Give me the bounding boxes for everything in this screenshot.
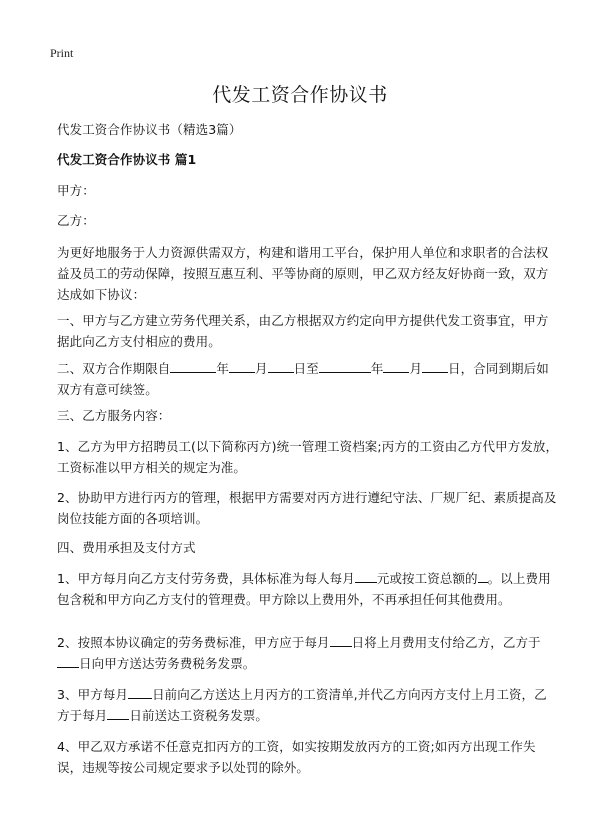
- clause-4-3-mid: 日前向乙方送达上月丙方的工资清单,并代乙方向丙方支付上月工资，乙方于每月: [57, 687, 547, 723]
- clause-3-item-1: 1、乙方为甲方招聘员工(以下简称丙方)统一管理工资档案;丙方的工资由乙方代甲方发放，工资标准以甲方相关的规定为准。: [57, 439, 559, 475]
- clause-4-3-prefix: 3、甲方每月: [57, 687, 129, 702]
- blank-field: [57, 654, 79, 668]
- clause-2-day-to: 日至: [293, 361, 319, 376]
- clause-3-item-2: 2、协助甲方进行丙方的管理，根据甲方需要对丙方进行遵纪守法、厂规厂纪、素质提高及岗位技能方面的各项培训。: [57, 490, 557, 526]
- party-a-line: 甲方：: [57, 183, 95, 198]
- clause-4-2-suffix: 日向甲方送达劳务费税务发票。: [79, 656, 256, 671]
- clause-4-item-3: [57, 684, 559, 726]
- blank-field: [229, 359, 255, 373]
- clause-2-suffix: 日，合同到期后如双方有意可续签。: [57, 361, 549, 397]
- clause-4-1-mid: 元或按工资总额的: [376, 571, 478, 586]
- blank-field: [355, 569, 377, 583]
- party-b-line: 乙方：: [57, 213, 95, 228]
- clause-4-2-mid: 日将上月费用支付给乙方，乙方于: [351, 635, 541, 650]
- blank-field: [422, 359, 448, 373]
- blank-field: [268, 359, 294, 373]
- clause-4-1-suffix: 。以上费用包含税和甲方向乙方支付的管理费。甲方除以上费用外，不再承担任何其他费用。: [57, 571, 551, 607]
- print-label: Print: [50, 46, 74, 60]
- blank-field: [330, 633, 352, 647]
- blank-field: [107, 706, 129, 720]
- blank-field: [128, 685, 152, 699]
- intro-paragraph: 为更好地服务于人力资源供需双方，构建和谐用工平台，保护用人单位和求职者的合法权益及员工的劳动保障，按照互惠互利、平等协商的原则，甲乙双方经友好协商一致，双方达成如下协议：: [57, 245, 549, 302]
- clause-4-heading: 四、费用承担及支付方式: [57, 540, 196, 555]
- clause-2-month2: 月: [409, 361, 423, 376]
- document-subtitle: 代发工资合作协议书（精选3篇）: [57, 122, 242, 137]
- blank-field: [383, 359, 409, 373]
- clause-3-heading: 三、乙方服务内容：: [57, 408, 171, 423]
- section-heading: 代发工资合作协议书 篇1: [57, 152, 197, 167]
- clause-4-item-4: 4、甲乙双方承诺不任意克扣丙方的工资，如实按期发放丙方的工资;如丙方出现工作失误，违规等按公司规定要求予以处罚的除外。: [57, 739, 536, 775]
- clause-4-1-prefix: 1、甲方每月向乙方支付劳务费，具体标准为每人每月: [57, 571, 355, 586]
- document-title: 代发工资合作协议书: [212, 84, 388, 106]
- clause-2-prefix: 二、双方合作期限自: [57, 361, 171, 376]
- clause-2: [57, 358, 559, 400]
- clause-4-2-prefix: 2、按照本协议确定的劳务费标准，甲方应于每月: [57, 635, 330, 650]
- blank-field: [170, 359, 216, 373]
- blank-field: [319, 359, 371, 373]
- clause-2-year2: 年: [370, 361, 384, 376]
- clause-1: 一、甲方与乙方建立劳务代理关系，由乙方根据双方约定向甲方提供代发工资事宜，甲方据此向乙方支付相应的费用。: [57, 313, 549, 349]
- clause-4-item-1: [57, 568, 559, 610]
- clause-4-3-suffix: 日前送达工资税务发票。: [129, 708, 269, 723]
- blank-field: [478, 569, 488, 583]
- clause-4-item-2: [57, 632, 559, 674]
- clause-2-month: 月: [255, 361, 268, 376]
- clause-2-year: 年: [216, 361, 230, 376]
